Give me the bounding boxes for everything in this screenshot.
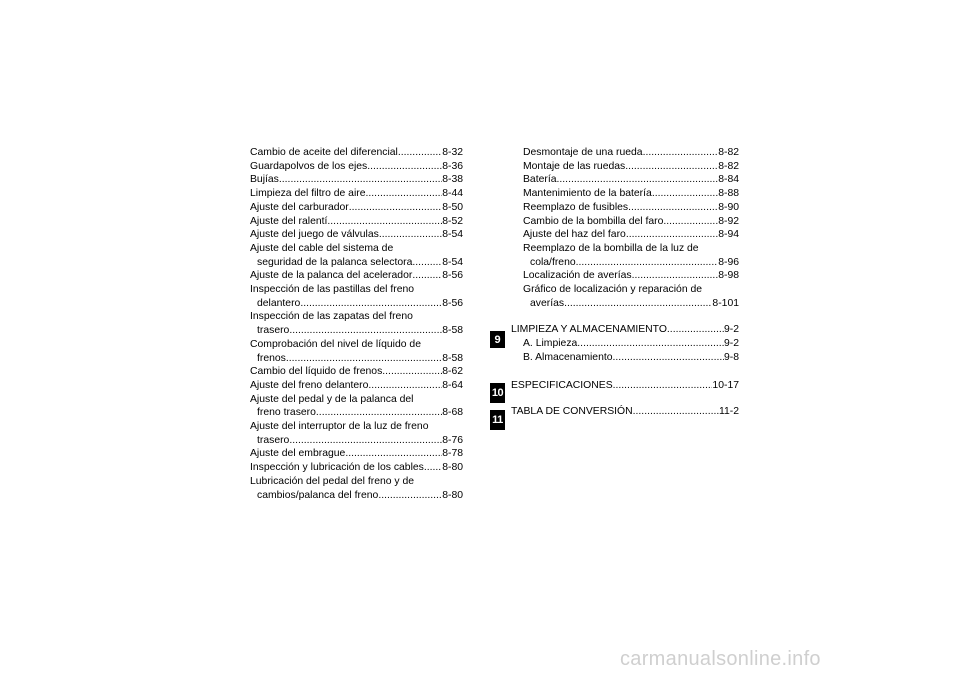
page-number: 8-54	[442, 229, 463, 241]
page-number: 8-56	[442, 270, 463, 282]
page-number: 8-84	[718, 174, 739, 186]
page-number: 10-17	[712, 379, 739, 391]
section-title: ESPECIFICACIONES	[511, 379, 613, 391]
page-number: 11-2	[718, 406, 739, 418]
page-number: 8-88	[718, 188, 739, 200]
toc-entry[interactable]: Guardapolvos de los ejes ..... 8-36	[250, 160, 463, 174]
toc-entry[interactable]: Batería ..... 8-84	[511, 173, 739, 187]
toc-entry[interactable]: Ajuste del haz del faro ..... 8-94	[511, 228, 739, 242]
page-number: 8-80	[442, 462, 463, 474]
toc-entry[interactable]: Ajuste del juego de válvulas ..... 8-54	[250, 228, 463, 242]
toc-entry[interactable]: Bujías ..... 8-38	[250, 173, 463, 187]
toc-entry[interactable]: Cambio de la bombilla del faro ..... 8-92	[511, 215, 739, 229]
toc-entry[interactable]: Comprobación del nivel de líquido de frenos ..... 8-58	[250, 338, 463, 365]
toc-entry[interactable]: Cambio de aceite del diferencial ..... 8-32	[250, 146, 463, 160]
toc-entry[interactable]: Ajuste del freno delantero ..... 8-64	[250, 379, 463, 393]
page-number: 8-52	[442, 215, 463, 227]
page-number: 9-2	[723, 324, 739, 336]
toc-entry[interactable]: Reemplazo de la bombilla de la luz de cola/freno ..... 8-96	[511, 242, 739, 269]
toc-section-11[interactable]	[511, 405, 739, 419]
toc-entry[interactable]: Limpieza del filtro de aire ..... 8-44	[250, 187, 463, 201]
toc-entry[interactable]: A. Limpieza ..... 9-2	[511, 337, 739, 351]
page-number: 8-38	[442, 174, 463, 186]
page-number: 8-82	[718, 160, 739, 172]
page-number: 8-94	[718, 229, 739, 241]
page-number: 8-96	[718, 256, 739, 268]
toc-entry[interactable]: Ajuste del pedal y de la palanca del freno trasero ..... 8-68	[250, 393, 463, 420]
section-tab-11: 11	[490, 410, 505, 430]
toc-entry[interactable]: Localización de averías ..... 8-98	[511, 269, 739, 283]
section-title: LIMPIEZA Y ALMACENAMIENTO	[511, 324, 667, 336]
toc-entry[interactable]: Gráfico de localización y reparación de averías ..... 8-101	[511, 283, 739, 310]
toc-entry[interactable]: Inspección de las pastillas del freno delantero ..... 8-56	[250, 283, 463, 310]
toc-section-9[interactable]	[511, 323, 739, 337]
page-number: 8-58	[442, 325, 463, 337]
toc-right-column	[511, 146, 739, 419]
toc-entry[interactable]: Ajuste del cable del sistema de seguridad de la palanca selectora ..... 8-54	[250, 242, 463, 269]
toc-entry[interactable]: Inspección de las zapatas del freno trasero ..... 8-58	[250, 310, 463, 337]
toc-entry[interactable]: Ajuste de la palanca del acelerador ..... 8-56	[250, 269, 463, 283]
watermark: carmanualsonline.info	[620, 648, 821, 670]
section-title: TABLA DE CONVERSIÓN	[511, 406, 633, 418]
page-number: 8-80	[442, 489, 463, 501]
toc-entry[interactable]: Ajuste del carburador ..... 8-50	[250, 201, 463, 215]
page-number: 8-44	[442, 188, 463, 200]
page-number: 9-2	[723, 338, 739, 350]
page-number: 8-90	[718, 201, 739, 213]
page-number: 8-76	[442, 434, 463, 446]
toc-section-10[interactable]	[511, 379, 739, 393]
page-number: 8-101	[712, 297, 739, 309]
page-number: 8-98	[718, 270, 739, 282]
toc-entry[interactable]: Reemplazo de fusibles ..... 8-90	[511, 201, 739, 215]
toc-entry[interactable]: Montaje de las ruedas ..... 8-82	[511, 160, 739, 174]
page-number: 8-78	[442, 448, 463, 460]
page-number: 8-62	[442, 366, 463, 378]
toc-entry[interactable]: Cambio del líquido de frenos ..... 8-62	[250, 365, 463, 379]
page-number: 8-82	[718, 147, 739, 158]
page-number: 9-8	[723, 351, 739, 363]
toc-left-column	[250, 146, 463, 502]
section-tab-10: 10	[490, 383, 505, 403]
toc-entry[interactable]: Lubricación del pedal del freno y de cambios/palanca del freno ..... 8-80	[250, 475, 463, 502]
toc-entry[interactable]: Ajuste del ralentí ..... 8-52	[250, 215, 463, 229]
page-number: 8-58	[442, 352, 463, 364]
section-tab-9: 9	[490, 331, 505, 348]
page-number: 8-56	[442, 297, 463, 309]
page-number: 8-54	[442, 256, 463, 268]
page-number: 8-68	[442, 407, 463, 419]
page-number: 8-32	[442, 147, 463, 158]
page-number: 8-50	[442, 201, 463, 213]
toc-entry[interactable]: Ajuste del interruptor de la luz de freno trasero ..... 8-76	[250, 420, 463, 447]
toc-entry[interactable]: Inspección y lubricación de los cables ..... 8-80	[250, 461, 463, 475]
toc-entry[interactable]: B. Almacenamiento ..... 9-8	[511, 351, 739, 365]
toc-entry[interactable]: Desmontaje de una rueda ..... 8-82	[511, 146, 739, 160]
page-number: 8-36	[442, 160, 463, 172]
toc-entry[interactable]: Mantenimiento de la batería ..... 8-88	[511, 187, 739, 201]
page-number: 8-92	[718, 215, 739, 227]
toc-entry[interactable]: Ajuste del embrague ..... 8-78	[250, 447, 463, 461]
page-number: 8-64	[442, 379, 463, 391]
